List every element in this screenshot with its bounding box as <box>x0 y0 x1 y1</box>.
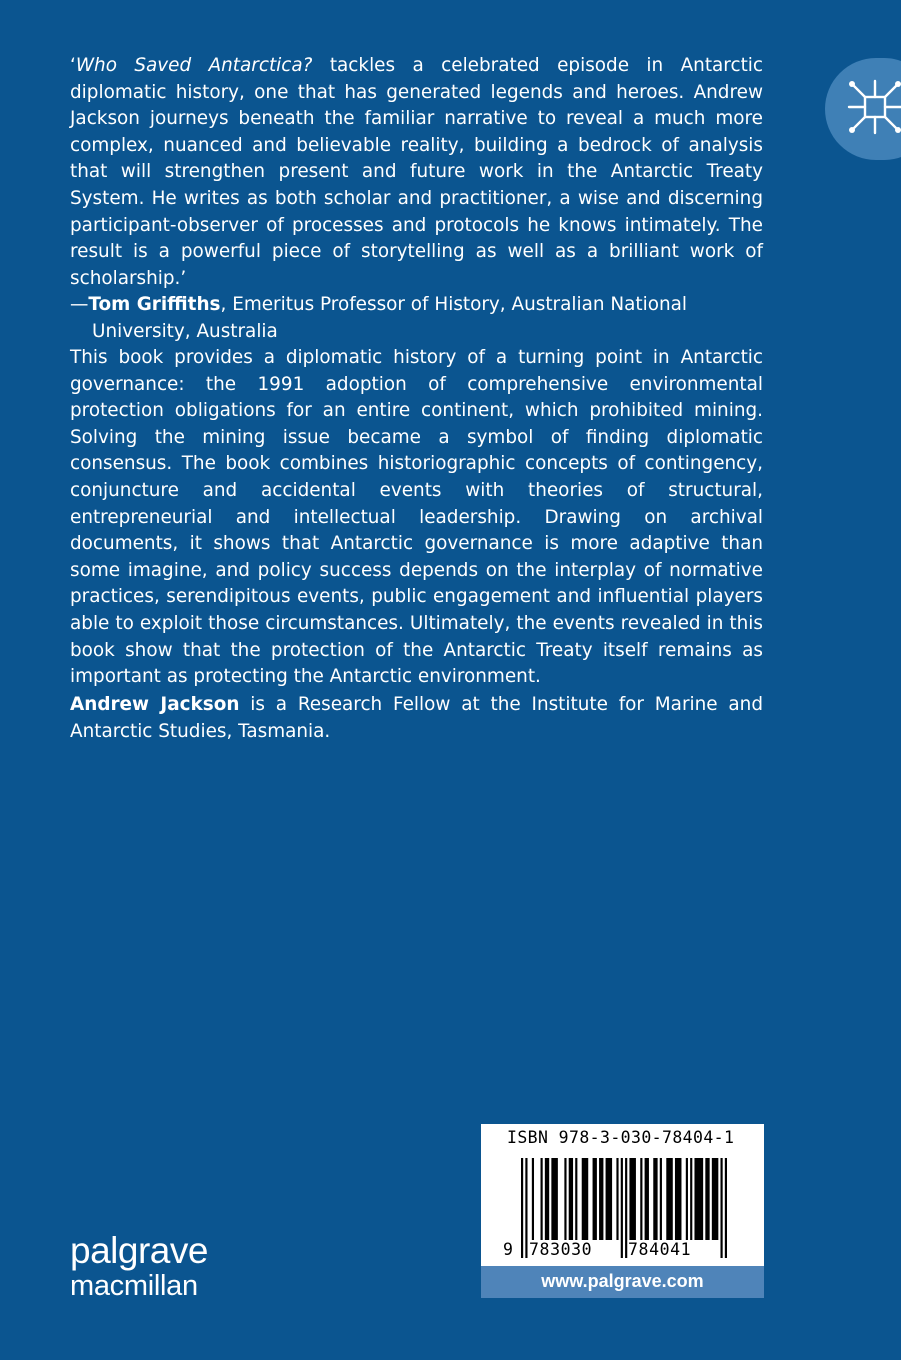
endorsement-quote <box>70 53 763 346</box>
barcode-digits-group2: 784041 <box>628 1240 692 1259</box>
quote-body: tackles a celebrated episode in Antarctic diplomatic history, one that has generated legends and heroes. Andrew Jackson journeys beneath the familiar narrative to reveal a much more complex, nuanced and believable reality, building a bedrock of analysis that will strengthen present and future work in the Antarctic Treaty System. He writes as both scholar and practitioner, a wise and discerning participant-observer of processes and protocols he knows intimately. The result is a powerful piece of storytelling as well as a brilliant work of scholarship.’ <box>70 55 763 289</box>
description-text: This book provides a diplomatic history of a turning point in Antarctic governance: the 1991 adoption of comprehensive environmental protection obligations for an entire continent, which prohibited mining. Solving the mining issue became a symbol of finding diplomatic consensus. The book combines historiographic concepts of contingency, conjuncture and accidental events with theories of structural, entrepreneurial and intellectual leadership. Drawing on archival documents, it shows that Antarctic governance is more adaptive than some imagine, and policy success depends on the interplay of normative practices, serendipitous events, public engagement and influential players able to exploit those circumstances. Ultimately, the events revealed in this book show that the protection of the Antarctic Treaty itself remains as important as protecting the Antarctic environment. <box>70 347 763 688</box>
barcode-digit-first: 9 <box>503 1240 514 1259</box>
isbn-barcode <box>481 1124 764 1266</box>
logo-line-macmillan: macmillan <box>70 1270 198 1302</box>
logo-line-palgrave: palgrave <box>70 1230 208 1271</box>
quote-attribution <box>70 292 763 345</box>
quote-book-title: Who Saved Antarctica? <box>75 55 313 76</box>
attribution-name: Tom Griffiths <box>88 294 221 316</box>
website-url: www.palgrave.com <box>481 1266 764 1298</box>
attribution-dash: — <box>70 294 89 316</box>
author-name: Andrew Jackson <box>70 694 240 715</box>
attribution-affiliation: , Emeritus Professor of History, Australian National University, Australia <box>92 294 687 342</box>
author-bio <box>70 692 763 745</box>
quote-open-mark: ‘ <box>70 55 76 76</box>
barcode-digits-group1: 783030 <box>529 1240 593 1259</box>
author-bio-text: is a Research Fellow at the Institute for Marine and Antarctic Studies, Tasmania. <box>70 694 763 742</box>
isbn-label: ISBN 978-3-030-78404-1 <box>507 1128 735 1147</box>
publisher-badge <box>825 58 901 160</box>
publisher-logo <box>70 1232 208 1302</box>
circuit-network-icon <box>843 75 901 139</box>
book-description <box>70 345 763 691</box>
